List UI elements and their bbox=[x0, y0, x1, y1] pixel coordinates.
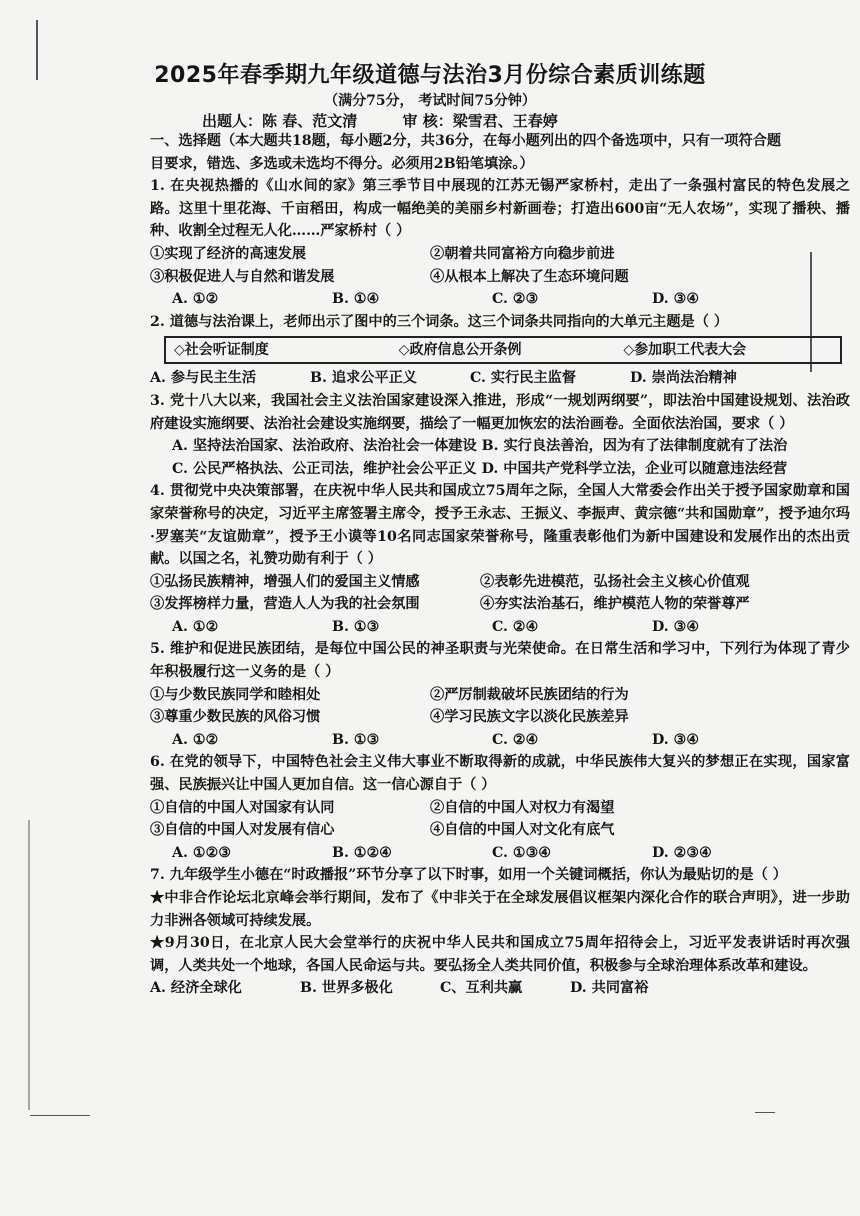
exam-body bbox=[150, 130, 850, 1000]
term-box bbox=[164, 336, 842, 364]
choice-row bbox=[150, 616, 850, 639]
choice-b: B. ①④ bbox=[332, 291, 380, 308]
question-stem: 4. 贯彻党中央决策部署，在庆祝中华人民共和国成立75周年之际，全国人大常委会作出关于授予国家勋章和国家荣誉称号的决定，习近平主席签署主席令，授予王永志、王振义、李振声、黄宗德“共和国勋章”，授予迪尔玛·罗塞芙“友谊勋章”，授予王小谟等10名同志国家荣誉称号，隆重表彰他们为新中国建设和发展作出的杰出贡献。以国之名，礼赞功勋有利于（ ） bbox=[150, 483, 850, 568]
statement: ②自信的中国人对权力有渴望 bbox=[430, 799, 615, 816]
choice-a: A. 参与民主生活 bbox=[150, 370, 257, 387]
question-stem: 3. 党十八大以来，我国社会主义法治国家建设深入推进，形成“一规划两纲要”，即法治中国建设规划、法治政府建设实施纲要、法治社会建设实施纲要，描绘了一幅更加恢宏的法治画卷。全面依法治国，要求（ ） bbox=[150, 392, 850, 432]
term: ◇政府信息公开条例 bbox=[398, 342, 522, 359]
statement: ①实现了经济的高速发展 bbox=[150, 245, 307, 262]
scan-mark bbox=[30, 1115, 90, 1116]
statement: ④夯实法治基石，维护模范人物的荣誉尊严 bbox=[480, 596, 750, 613]
statement-row bbox=[150, 266, 850, 289]
choice-b: B. 世界多极化 bbox=[300, 980, 393, 997]
author-line bbox=[202, 110, 598, 131]
choice-c: C. ①③④ bbox=[492, 844, 552, 861]
statement: ①与少数民族同学和睦相处 bbox=[150, 686, 321, 703]
statement: ③自信的中国人对发展有信心 bbox=[150, 822, 335, 839]
statement: ③发挥榜样力量，营造人人为我的社会氛围 bbox=[150, 596, 420, 613]
choice-row bbox=[150, 729, 850, 752]
choice-d: D. 共同富裕 bbox=[570, 980, 649, 997]
choice-row bbox=[150, 842, 850, 865]
statement: ③积极促进人与自然和谐发展 bbox=[150, 268, 335, 285]
choice-d: D. ③④ bbox=[652, 731, 700, 748]
statement: ④从根本上解决了生态环境问题 bbox=[430, 268, 629, 285]
choice-a: A. ①②③ bbox=[172, 844, 232, 861]
choice-row bbox=[150, 367, 850, 390]
choice-row: C. 公民严格执法、公正司法，维护社会公平正义 D. 中国共产党科学立法，企业可以随意违法经营 bbox=[172, 460, 788, 477]
news-item: ★中非合作论坛北京峰会举行期间，发布了《中非关于在全球发展倡议框架内深化合作的联合声明》，进一步助力非洲各领域可持续发展。 bbox=[150, 890, 850, 929]
section-intro: 目要求，错选、多选或未选均不得分。必须用2B铅笔填涂。） bbox=[150, 155, 534, 172]
statement-row bbox=[150, 819, 850, 842]
statement-row bbox=[150, 706, 850, 729]
exam-subtitle: （满分75分， 考试时间75分钟） bbox=[324, 93, 536, 109]
choice-row bbox=[150, 977, 850, 1000]
statement: ②表彰先进模范，弘扬社会主义核心价值观 bbox=[480, 573, 750, 590]
statement: ④自信的中国人对文化有底气 bbox=[430, 822, 615, 839]
choice-a: A. ①② bbox=[172, 291, 219, 308]
term: ◇参加职工代表大会 bbox=[623, 342, 747, 359]
news-item: ★9月30日，在北京人民大会堂举行的庆祝中华人民共和国成立75周年招待会上，习近平发表讲话时再次强调，人类共处一个地球，各国人民命运与共。要弘扬全人类共同价值，积极参与全球治理体系改革和建设。 bbox=[150, 935, 850, 974]
choice-d: D. ③④ bbox=[652, 618, 700, 635]
choice-c: C. ②④ bbox=[492, 618, 539, 635]
choice-d: D. 崇尚法治精神 bbox=[630, 370, 737, 387]
question-stem: 6. 在党的领导下，中国特色社会主义伟大事业不断取得新的成就，中华民族伟大复兴的梦想正在实现，国家富强、民族振兴让中国人更加自信。这一信心源自于（ ） bbox=[150, 754, 850, 794]
question-stem: 2. 道德与法治课上，老师出示了图中的三个词条。这三个词条共同指向的大单元主题是（ ） bbox=[150, 313, 729, 330]
choice-b: B. ①③ bbox=[332, 731, 380, 748]
choice-c: C. ②④ bbox=[492, 731, 539, 748]
statement: ①弘扬民族精神，增强人们的爱国主义情感 bbox=[150, 573, 420, 590]
statement: ③尊重少数民族的风俗习惯 bbox=[150, 709, 321, 726]
statement: ②朝着共同富裕方向稳步前进 bbox=[430, 245, 615, 262]
choice-row: A. 坚持法治国家、法治政府、法治社会一体建设 B. 实行良法善治，因为有了法律制度就有了法治 bbox=[172, 438, 788, 455]
statement-row bbox=[150, 571, 850, 594]
choice-c: C、互利共赢 bbox=[440, 980, 523, 997]
question-stem: 7. 九年级学生小德在“时政播报”环节分享了以下时事，如用一个关键词概括，你认为最贴切的是（ ） bbox=[150, 867, 787, 884]
question-stem: 1. 在央视热播的《山水间的家》第三季节目中展现的江苏无锡严家桥村，走出了一条强村富民的特色发展之路。这里十里花海、千亩稻田，构成一幅绝美的美丽乡村新画卷；打造出600亩“无人农场”，实现了播秧、播种、收割全过程无人化……严家桥村（ ） bbox=[150, 178, 850, 240]
choice-b: B. 追求公平正义 bbox=[310, 370, 417, 387]
choice-c: C. ②③ bbox=[492, 291, 539, 308]
section-intro: 一、选择题（本大题共18题，每小题2分，共36分，在每小题列出的四个备选项中，只有一项符合题 bbox=[150, 133, 782, 149]
choice-row bbox=[150, 288, 850, 311]
term: ◇社会听证制度 bbox=[174, 342, 269, 359]
question-stem: 5. 维护和促进民族团结，是每位中国公民的神圣职责与光荣使命。在日常生活和学习中，下列行为体现了青少年积极履行这一义务的是（ ） bbox=[150, 641, 850, 681]
statement-row bbox=[150, 684, 850, 707]
statement: ②严厉制裁破坏民族团结的行为 bbox=[430, 686, 629, 703]
choice-b: B. ①②④ bbox=[332, 844, 393, 861]
choice-d: D. ③④ bbox=[652, 291, 700, 308]
scan-mark bbox=[28, 820, 30, 1110]
question-setter: 出题人：陈 春、范文清 bbox=[202, 112, 358, 130]
choice-d: D. ②③④ bbox=[652, 844, 712, 861]
question-reviewer: 审 核：梁雪君、王春婷 bbox=[402, 112, 558, 130]
choice-b: B. ①③ bbox=[332, 618, 380, 635]
exam-title: 2025年春季期九年级道德与法治3月份综合素质训练题 bbox=[154, 63, 706, 88]
statement-row bbox=[150, 593, 850, 616]
choice-a: A. ①② bbox=[172, 618, 219, 635]
statement: ④学习民族文字以淡化民族差异 bbox=[430, 709, 629, 726]
statement-row bbox=[150, 243, 850, 266]
scan-mark bbox=[755, 1112, 775, 1113]
statement-row bbox=[150, 797, 850, 820]
choice-a: A. 经济全球化 bbox=[150, 980, 242, 997]
choice-c: C. 实行民主监督 bbox=[470, 370, 577, 387]
statement: ①自信的中国人对国家有认同 bbox=[150, 799, 335, 816]
choice-a: A. ①② bbox=[172, 731, 219, 748]
